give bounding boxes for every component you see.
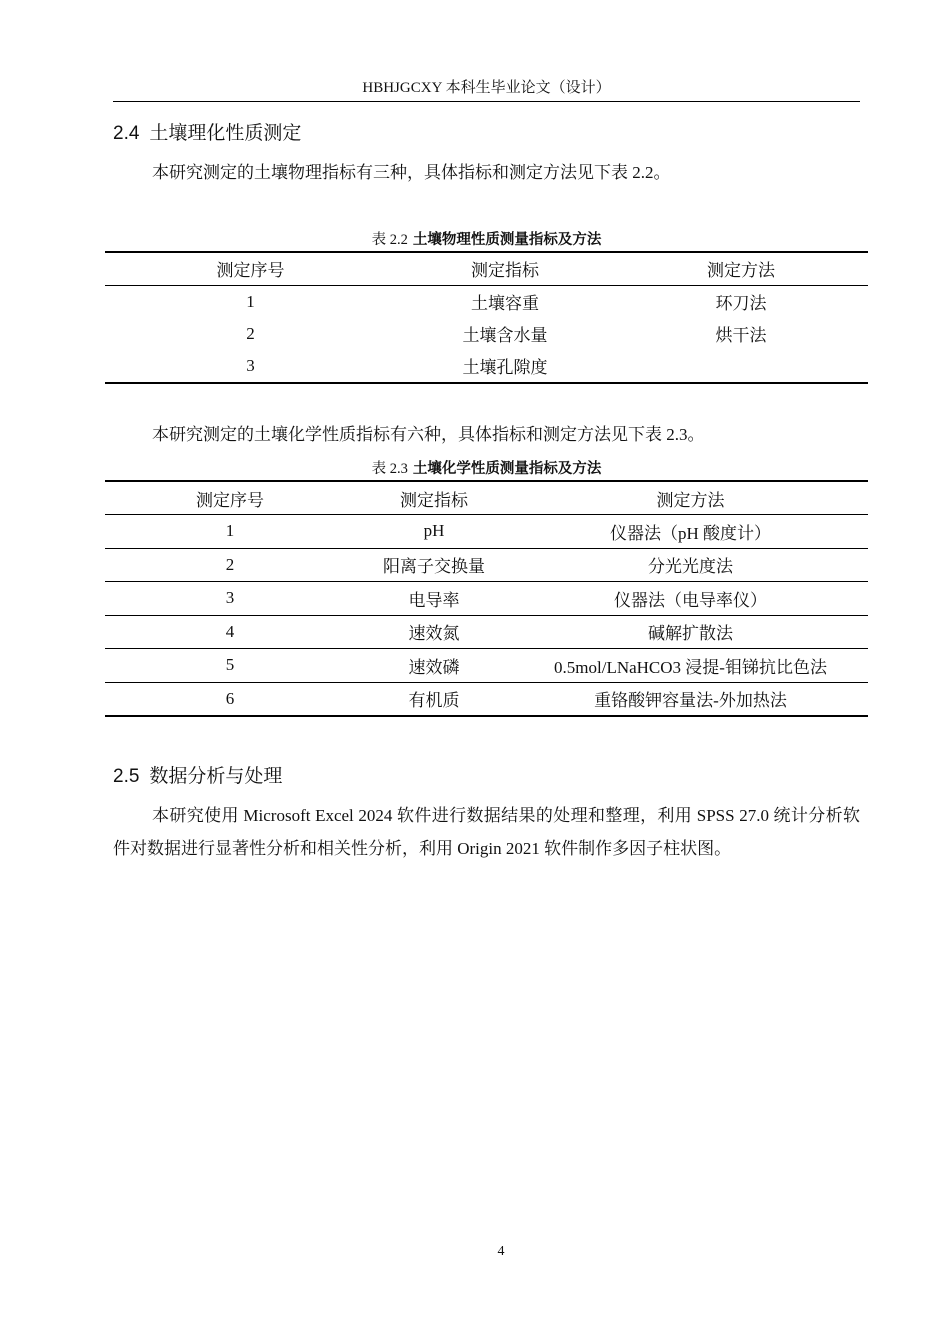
table-row	[105, 649, 868, 683]
caption-title: 土壤物理性质测量指标及方法	[412, 232, 602, 248]
section-title: 土壤理化性质测定	[149, 122, 302, 144]
caption-title: 土壤化学性质测量指标及方法	[412, 461, 602, 477]
table-row	[105, 582, 868, 616]
table-chemical-indicators	[105, 480, 868, 717]
paragraph-physical-intro: 本研究测定的土壤物理指标有三种，具体指标和测定方法见下表 2.2。	[152, 163, 671, 182]
table-row	[105, 515, 868, 549]
table-row	[105, 318, 868, 351]
table-cell: 2	[246, 323, 255, 343]
table-cell: 1	[225, 521, 235, 541]
table-row	[105, 350, 868, 383]
table-cell: 土壤含水量	[462, 326, 548, 346]
table-cell: 烘干法	[715, 326, 767, 346]
paragraph-data-analysis: 本研究使用 Microsoft Excel 2024 软件进行数据结果的处理和整理，利用 SPSS 27.0 统计分析软件对数据进行显著性分析和相关性分析，利用 Origin 2021 软件制作多因子柱状图。	[113, 806, 860, 858]
table-cell: 环刀法	[715, 294, 767, 313]
header-title: HBHJGCXY 本科生毕业论文（设计）	[362, 80, 611, 96]
table-header-row	[105, 252, 868, 285]
page-header	[113, 77, 860, 102]
table-cell: 土壤孔隙度	[462, 358, 548, 378]
table-cell: 仪器法（pH 酸度计）	[609, 523, 772, 543]
section-number: 2.4	[113, 123, 140, 144]
table-cell: 5	[225, 655, 235, 675]
table-cell: 仪器法（电导率仪）	[614, 590, 767, 610]
table-cell: 速效磷	[408, 657, 460, 677]
table-cell: 分光光度法	[648, 557, 733, 577]
page-number: 4	[497, 1244, 505, 1259]
table-cell: 2	[225, 554, 235, 574]
header-cell: 测定方法	[707, 261, 775, 281]
table-cell: 阳离子交换量	[383, 557, 485, 577]
table-cell: 6	[225, 688, 235, 708]
paragraph-chemical-intro: 本研究测定的土壤化学性质指标有六种，具体指标和测定方法见下表 2.3。	[152, 425, 705, 444]
table-cell: 碱解扩散法	[648, 624, 733, 644]
table-cell: 3	[225, 588, 235, 608]
header-cell: 测定序号	[216, 261, 285, 281]
table-cell: 速效氮	[408, 624, 460, 644]
table-cell: 4	[225, 621, 235, 641]
section-number: 2.5	[113, 766, 140, 787]
table-physical-indicators	[105, 251, 868, 384]
section-heading-2-4	[113, 118, 301, 145]
section-title: 数据分析与处理	[149, 765, 283, 787]
table-row	[105, 615, 868, 649]
table-row	[105, 548, 868, 582]
header-cell: 测定指标	[471, 261, 539, 281]
table-cell: 3	[246, 355, 255, 375]
header-cell: 测定序号	[196, 490, 264, 510]
header-cell: 测定方法	[656, 490, 725, 510]
table-cell	[614, 350, 868, 383]
caption-number: 表 2.3	[371, 461, 408, 477]
table-cell: 电导率	[408, 590, 460, 610]
table-cell: 0.5mol/LNaHCO3 浸提-钼锑抗比色法	[554, 657, 827, 677]
table-caption-2-3	[105, 457, 868, 478]
caption-number: 表 2.2	[371, 232, 408, 248]
section-heading-2-5	[113, 761, 282, 788]
table-cell: 重铬酸钾容量法-外加热法	[594, 691, 787, 710]
table-cell: pH	[423, 521, 445, 541]
header-cell: 测定指标	[400, 490, 468, 510]
table-cell: 土壤容重	[471, 294, 539, 313]
table-caption-2-2	[105, 228, 868, 249]
table-header-row	[105, 481, 868, 515]
table-cell: 1	[246, 291, 255, 311]
table-cell: 有机质	[408, 691, 460, 710]
table-row	[105, 285, 868, 318]
table-row	[105, 682, 868, 716]
